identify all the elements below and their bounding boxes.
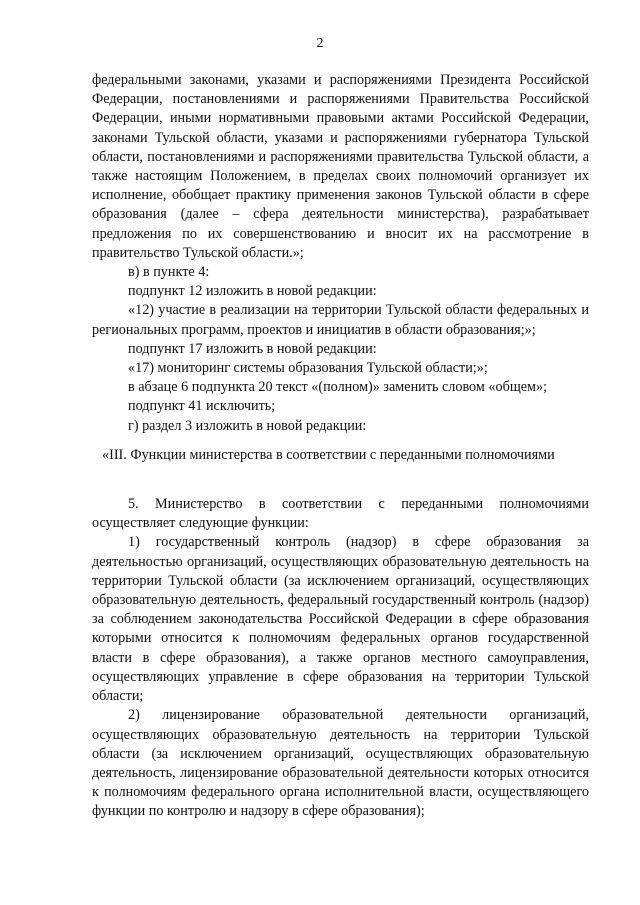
paragraph-function-2: 2) лицензирование образовательной деятельности организаций, осуществляющих образовательную деятельность на территории Тульской области (за исключением организаций, осуществляющих образовательную деятельность, лицензирование образовательной деятельности которых относится к полномочиям федерального органа исполнительной власти, осуществляющего функции по контролю и надзору в сфере образования); [92,707,589,820]
paragraph-item-v: в) в пункте 4: [128,264,210,281]
section-heading: «III. Функции министерства в соответствии с переданными полномочиями [102,446,555,463]
paragraph-subitem-17-text: «17) мониторинг системы образования Тульской области;»; [128,360,488,377]
paragraph-item-g: г) раздел 3 изложить в новой редакции: [128,417,367,434]
paragraph-point-5: 5. Министерство в соответствии с переданными полномочиями осуществляет следующие функции: [92,496,589,532]
document-body [92,71,589,822]
paragraph-subitem-17-intro: подпункт 17 изложить в новой редакции: [128,340,377,357]
paragraph-continuation: федеральными законами, указами и распоряжениями Президента Российской Федерации, постановлениями и распоряжениями Правительства Российской Федерации, иными нормативными правовыми актами Российской Федерации, законами Тульской области, указами и распоряжениями губернатора Тульской области, постановлениями и распоряжениями правительства Тульской области, а также настоящим Положением, в пределах своих полномочий организует их исполнение, обобщает практику применения законов Тульской области в сфере образования (далее – сфера деятельности министерства), разрабатывает предложения по их совершенствованию и вносит их на рассмотрение в правительство Тульской области.»; [92,72,589,261]
paragraph-function-1: 1) государственный контроль (надзор) в сфере образования за деятельностью организаций, осуществляющих образовательную деятельность на территории Тульской области (за исключением организаций, осуществляющих образовательную деятельность, федеральный государственный контроль (надзор) за соблюдением законодательства Российской Федерации в сфере образования которыми относится к полномочиям федеральных органов государственной власти в сфере образования), а также органов местного самоуправления, осуществляющих управление в сфере образования на территории Тульской области; [92,534,589,705]
paragraph-subitem-20-change: в абзаце 6 подпункта 20 текст «(полном)» заменить словом «общем»; [128,379,548,396]
paragraph-subitem-41-remove: подпункт 41 исключить; [128,398,276,415]
paragraph-subitem-12-text: «12) участие в реализации на территории Тульской области федеральных и региональных программ, проектов и инициатив в области образования;»; [92,302,589,338]
page-number: 2 [316,36,324,51]
paragraph-subitem-12-intro: подпункт 12 изложить в новой редакции: [128,283,377,300]
